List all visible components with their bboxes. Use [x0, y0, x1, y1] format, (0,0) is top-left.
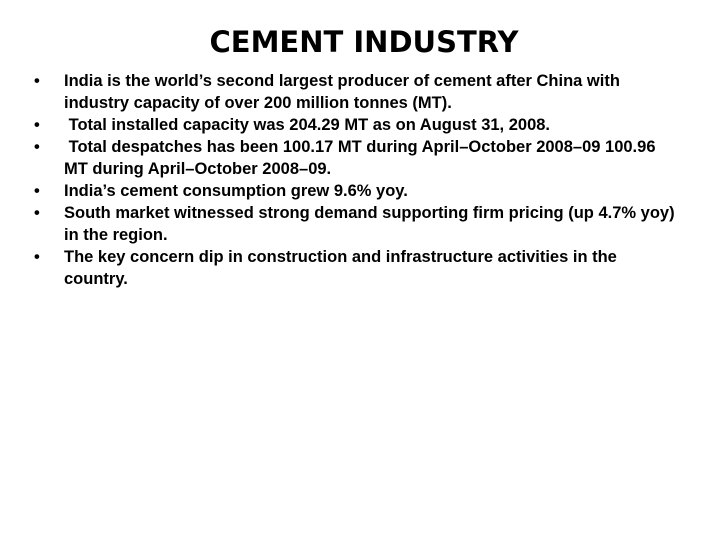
slide-title: CEMENT INDUSTRY [209, 25, 519, 59]
bullet-text: India’s cement consumption grew 9.6% yoy. [64, 182, 408, 200]
bullet-text: Total installed capacity was 204.29 MT as on August 31, 2008. [64, 116, 551, 134]
bullet-dot-icon: • [34, 248, 40, 266]
bullet-dot-icon: • [34, 138, 40, 156]
bullet-item [32, 114, 682, 136]
bullet-text: The key concern dip in construction and infrastructure activities in the country. [64, 248, 617, 288]
bullet-item [32, 246, 682, 290]
bullet-dot-icon: • [34, 116, 40, 134]
bullet-dot-icon: • [34, 72, 40, 90]
bullet-text: Total despatches has been 100.17 MT during April–October 2008–09 100.96 MT during April–October 2008–09. [64, 138, 661, 178]
bullet-item [32, 136, 682, 180]
bullet-item [32, 202, 682, 246]
bullet-text: India is the world’s second largest producer of cement after China with industry capacity of over 200 million tonnes (MT). [64, 72, 620, 112]
bullet-dot-icon: • [34, 182, 40, 200]
bullet-item [32, 180, 682, 202]
bullet-item [32, 70, 682, 114]
bullet-text: South market witnessed strong demand supporting firm pricing (up 4.7% yoy) in the region. [64, 204, 675, 244]
bullet-dot-icon: • [34, 204, 40, 222]
bullet-list [32, 70, 682, 290]
